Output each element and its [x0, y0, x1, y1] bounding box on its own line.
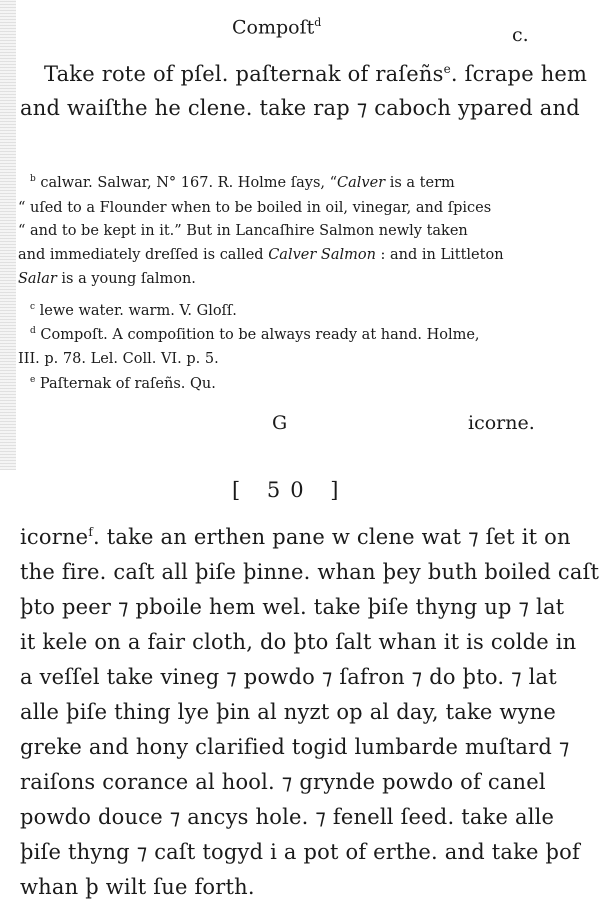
footnote-line [30, 303, 237, 319]
note-reference-mark: f [88, 525, 93, 539]
running-title: Compoſt$^d$ [232, 16, 322, 39]
footnote-text: “ and to be kept in it.” But in Lancaſhire Salmon newly taken [18, 223, 468, 239]
footnote-text: is a term [385, 175, 455, 191]
text-line: alle þiſe thing lye þin al nyzt op al day, take wyne [20, 700, 556, 724]
text-line: raiſons corance al hool. ⁊ grynde powdo of canel [20, 770, 546, 794]
text-line: Take rote of pſel. paſternak of raſeñs$^e$. ſcrape hem [44, 62, 588, 86]
footnote-text: Compoſt. A compoſition to be always ready at hand. Holme, [35, 327, 480, 343]
text-line: þiſe thyng ⁊ caſt togyd i a pot of erthe. and take þof [20, 840, 580, 864]
footnote-line [18, 200, 491, 216]
footnote-text: is a young ſalmon. [56, 271, 196, 287]
footnote-letter: d [30, 326, 36, 337]
page-edge-shadow [0, 0, 16, 470]
text-line: a veſſel take vineg ⁊ powdo ⁊ ſafron ⁊ do þto. ⁊ lat [20, 665, 557, 689]
text-line: and waiſthe he clene. take rap ⁊ caboch ypared and [20, 96, 580, 120]
text-line: the fire. caſt all þiſe þinne. whan þey buth boiled caſt [20, 560, 599, 584]
footnote-letter: e [30, 375, 36, 386]
footnote-line [18, 271, 196, 287]
italic-term: Calver [337, 175, 386, 191]
note-reference-mark: d [314, 16, 322, 29]
text-line: greke and hony clarified togid lumbarde muſtard ⁊ [20, 735, 570, 759]
footnote-text: calwar. Salwar, N° 167. R. Holme ſays, “ [35, 175, 338, 191]
section-letter: c. [512, 24, 529, 46]
footnote-text: Paſternak of raſeñs. Qu. [35, 376, 216, 392]
text-line: þto peer ⁊ pboile hem wel. take þiſe thyng up ⁊ lat [20, 595, 565, 619]
footnote-text: and immediately dreſſed is called [18, 247, 269, 263]
note-reference-mark: e [443, 62, 451, 76]
footnote-line [30, 327, 480, 343]
footnote-line [18, 351, 219, 367]
footnote-line [18, 223, 468, 239]
catchword: icorne. [468, 412, 535, 434]
footnote-text: : and in Littleton [375, 247, 504, 263]
footnote-letter: c [30, 302, 36, 313]
text-line: it kele on a fair cloth, do þto ſalt whan it is colde in [20, 630, 577, 654]
text-line: whan þ wilt ſue forth. [20, 875, 255, 899]
footnote-text: III. p. 78. Lel. Coll. VI. p. 5. [18, 351, 219, 367]
footnote-line [30, 175, 455, 191]
signature-mark: G [272, 412, 288, 434]
text-line: powdo douce ⁊ ancys hole. ⁊ fenell ſeed. take alle [20, 805, 555, 829]
text-line: icorne$^f$. take an erthen pane w clene wat ⁊ ſet it on [20, 525, 571, 549]
footnote-line [18, 247, 504, 263]
italic-term: Calver Salmon [268, 247, 376, 263]
footnote-text: lewe water. warm. V. Gloſſ. [35, 303, 237, 319]
footnote-letter: b [30, 174, 36, 185]
footnote-line [30, 376, 216, 392]
footnote-text: “ uſed to a Flounder when to be boiled in oil, vinegar, and ſpices [18, 200, 492, 216]
italic-term: Salar [18, 271, 57, 287]
page-number: [ 50 ] [232, 478, 349, 502]
